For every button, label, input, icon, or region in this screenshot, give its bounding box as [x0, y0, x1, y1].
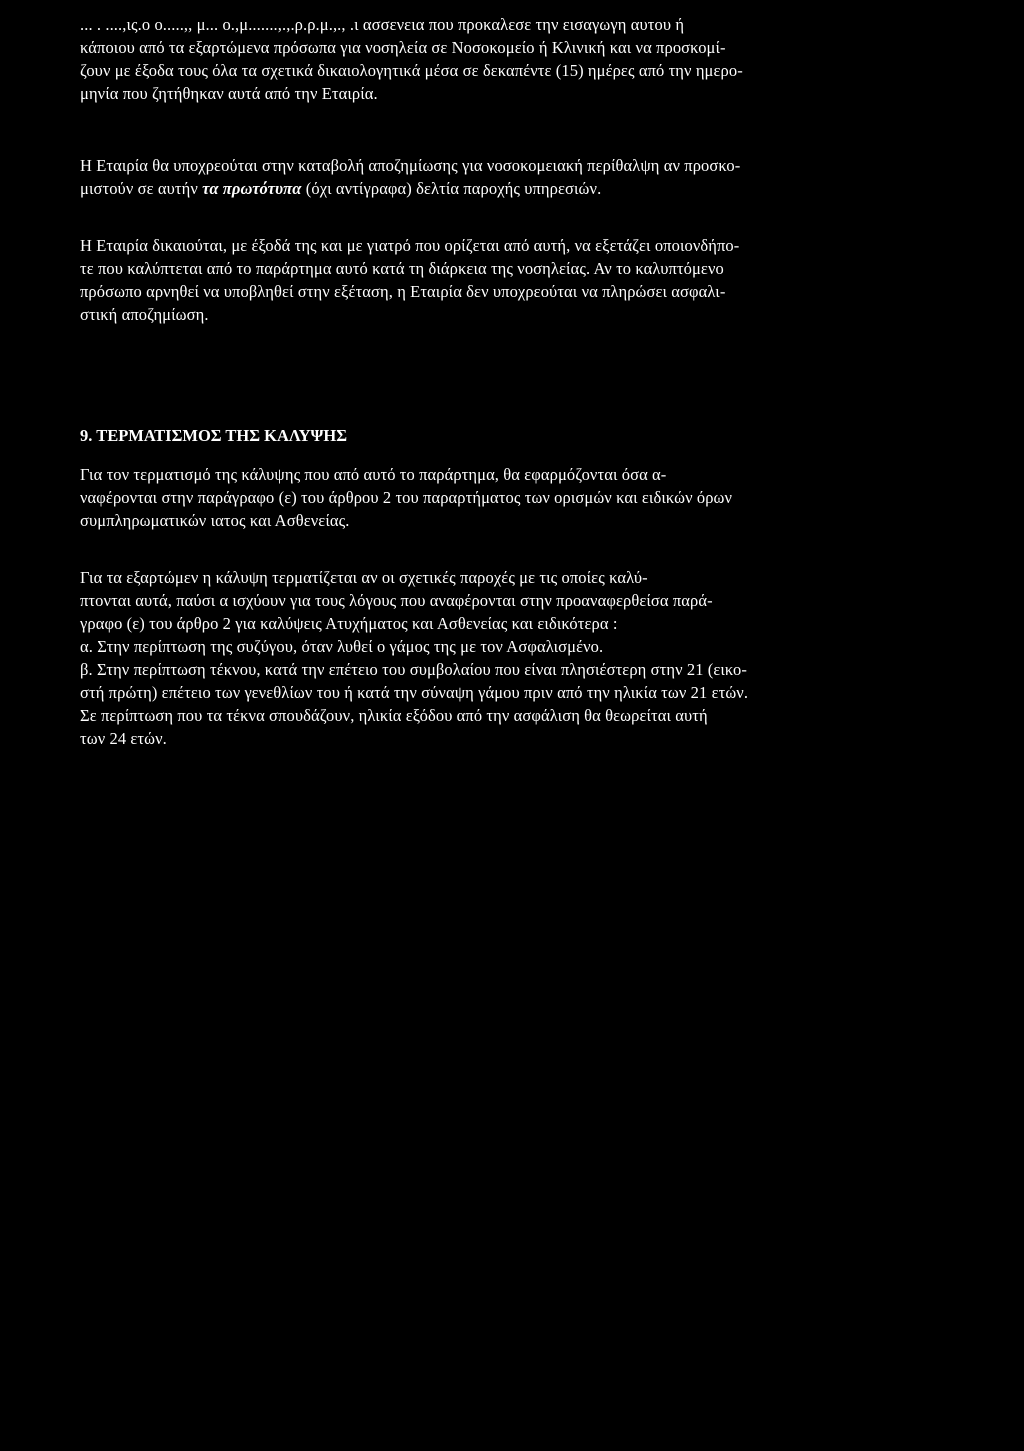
paragraph-original-receipts — [80, 154, 740, 200]
text-line: ναφέρονται στην παράγραφο (ε) του άρθρου 2 του παραρτήματος των ορισμών και ειδικών όρων — [80, 488, 733, 507]
text-line: μηνία που ζητήθηκαν αυτά από την Εταιρία. — [80, 84, 378, 103]
section-heading-coverage-termination: 9. ΤΕΡΜΑΤΙΣΜΟΣ ΤΗΣ ΚΑΛΥΨΗΣ — [80, 426, 348, 445]
paragraph-medical-examination — [80, 234, 739, 326]
text-line: κάποιου από τα εξαρτώμενα πρόσωπα για νοσηλεία σε Νοσοκομείο ή Κλινική και να προσκομί- — [80, 38, 726, 57]
list-item-spouse: α. Στην περίπτωση της συζύγου, όταν λυθεί ο γάμος της με τον Ασφαλισμένο. — [80, 637, 604, 656]
text-line — [80, 177, 740, 200]
text-line: στή πρώτη) επέτειο των γενεθλίων του ή κατά την σύναψη γάμου πριν από την ηλικία των 21 ετών. — [80, 683, 749, 702]
emphasis-originals: τα πρωτότυπα — [202, 179, 302, 198]
text-line: Σε περίπτωση που τα τέκνα σπουδάζουν, ηλικία εξόδου από την ασφάλιση θα θεωρείται αυτή — [80, 706, 708, 725]
text-segment: μιστούν σε αυτήν — [80, 179, 203, 198]
text-line: Για τον τερματισμό της κάλυψης που από αυτό το παράρτημα, θα εφαρμόζονται όσα α- — [80, 465, 667, 484]
text-line: Η Εταιρία δικαιούται, με έξοδά της και με γιατρό που ορίζεται από αυτή, να εξετάζει οποιονδήπο- — [80, 236, 740, 255]
paragraph-hospital-documents — [80, 13, 743, 105]
text-line: Η Εταιρία θα υποχρεούται στην καταβολή αποζημίωσης για νοσοκομειακή περίθαλψη αν προσκο- — [80, 156, 741, 175]
text-line: των 24 ετών. — [80, 729, 167, 748]
text-line: ζουν με έξοδα τους όλα τα σχετικά δικαιολογητικά μέσα σε δεκαπέντε (15) ημέρες από την ημερο- — [80, 61, 743, 80]
text-line: πρόσωπο αρνηθεί να υποβληθεί στην εξέταση, η Εταιρία δεν υποχρεούται να πληρώσει ασφαλι- — [80, 282, 726, 301]
text-line: πτονται αυτά, παύσι α ισχύουν για τους λόγους που αναφέρονται στην προαναφερθείσα παρά- — [80, 591, 713, 610]
list-item-child: β. Στην περίπτωση τέκνου, κατά την επέτειο του συμβολαίου που είναι πλησιέστερη στην 21 (εικο- — [80, 660, 747, 679]
text-segment: (όχι αντίγραφα) δελτία παροχής υπηρεσιών. — [301, 179, 602, 198]
text-line: στική αποζημίωση. — [80, 305, 209, 324]
paragraph-termination-reference — [80, 463, 732, 532]
paragraph-dependents-termination — [80, 566, 748, 750]
text-line: γραφο (ε) του άρθρο 2 για καλύψεις Ατυχήματος και Ασθενείας και ειδικότερα : — [80, 614, 618, 633]
text-line: τε που καλύπτεται από το παράρτημα αυτό κατά τη διάρκεια της νοσηλείας. Αν το καλυπτόμενο — [80, 259, 724, 278]
text-line: Για τα εξαρτώμεν η κάλυψη τερματίζεται αν οι σχετικές παροχές με τις οποίες καλύ- — [80, 568, 648, 587]
text-line: ... . ....,ις.ο ο.....,, μ... ο.,μ.......,.,.ρ.ρ.μ.,., .ι ασσενεια που προκαλεσε την εισαγωγη αυτου ή — [80, 15, 685, 34]
text-line: συμπληρωματικών ιατος και Ασθενείας. — [80, 511, 350, 530]
